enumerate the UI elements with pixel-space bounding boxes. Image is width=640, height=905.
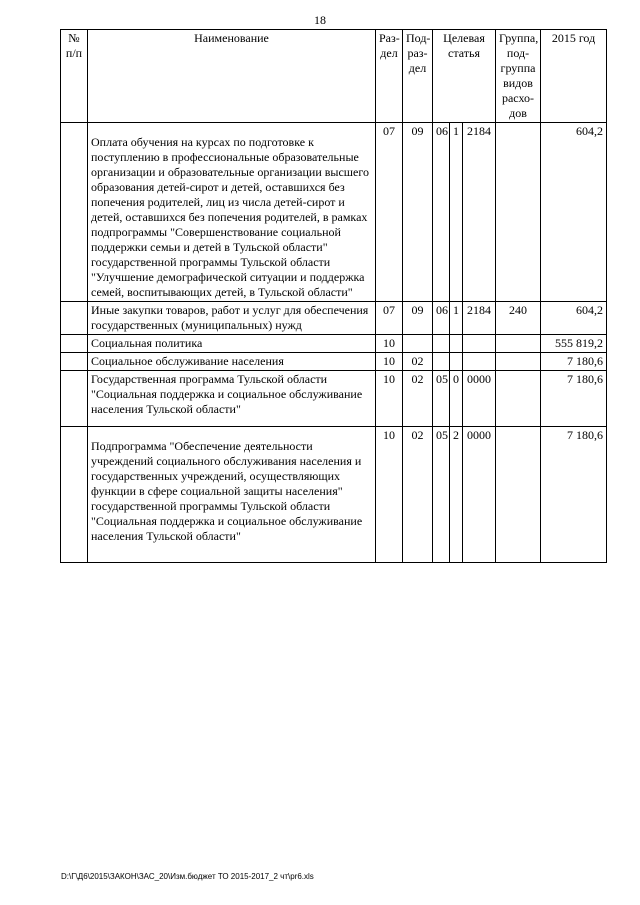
row-name: Подпрограмма "Обеспечение деятельности учреждений социального обслуживания населения и государственных учреждений, осуществляющих функции в сфере социальной защиты населения" государственной программы Тульской области "Социальная поддержка и социальное обслуживание населения Тульской области" (88, 427, 376, 563)
row-target-code (463, 335, 496, 353)
row-section: 07 (376, 302, 403, 335)
row-target-code: 0000 (463, 427, 496, 563)
page-number: 18 (314, 13, 326, 27)
row-name: Социальная политика (88, 335, 376, 353)
row-target-subprogram (450, 335, 463, 353)
row-target-subprogram (450, 353, 463, 371)
row-target-subprogram: 0 (450, 371, 463, 427)
row-amount: 7 180,6 (541, 427, 607, 563)
row-num (61, 335, 88, 353)
header-section: Раз-дел (376, 30, 403, 123)
row-target-program: 06 (433, 302, 450, 335)
row-section: 10 (376, 427, 403, 563)
row-subsection: 09 (403, 123, 433, 302)
header-group: Группа, под-группа видов расхо-дов (496, 30, 541, 123)
row-group (496, 427, 541, 563)
header-num: № п/п (61, 30, 88, 123)
row-target-subprogram: 1 (450, 302, 463, 335)
row-subsection: 02 (403, 353, 433, 371)
row-subsection: 09 (403, 302, 433, 335)
table-row (61, 371, 607, 427)
header-year: 2015 год (541, 30, 607, 123)
row-section: 10 (376, 335, 403, 353)
row-target-subprogram: 1 (450, 123, 463, 302)
row-group (496, 371, 541, 427)
header-subsection: Под-раз-дел (403, 30, 433, 123)
row-section: 10 (376, 353, 403, 371)
row-amount: 604,2 (541, 123, 607, 302)
row-target-program: 05 (433, 371, 450, 427)
row-target-subprogram: 2 (450, 427, 463, 563)
table-row (61, 335, 607, 353)
row-amount: 604,2 (541, 302, 607, 335)
row-amount: 555 819,2 (541, 335, 607, 353)
row-num (61, 353, 88, 371)
row-subsection: 02 (403, 427, 433, 563)
table-row (61, 427, 607, 563)
row-target-program: 06 (433, 123, 450, 302)
row-name: Оплата обучения на курсах по подготовке к поступлению в профессиональные образовательные организации и образовательные организации высшего образования детей-сирот и детей, оставшихся без попечения родителей, лиц из числа детей-сирот и детей, оставшихся без попечения родителей, в рамках подпрограммы "Совершенствование социальной поддержки семьи и детей в Тульской области" государственной программы Тульской области "Улучшение демографической ситуации и поддержка семей, воспитывающих детей, в Тульской области" (88, 123, 376, 302)
row-subsection (403, 335, 433, 353)
row-target-code: 0000 (463, 371, 496, 427)
row-group (496, 123, 541, 302)
row-group (496, 353, 541, 371)
row-section: 07 (376, 123, 403, 302)
table-row (61, 302, 607, 335)
row-num (61, 123, 88, 302)
row-target-program (433, 353, 450, 371)
row-num (61, 371, 88, 427)
row-group: 240 (496, 302, 541, 335)
row-name: Государственная программа Тульской области "Социальная поддержка и социальное обслуживание населения Тульской области" (88, 371, 376, 427)
row-target-code: 2184 (463, 123, 496, 302)
table-row (61, 123, 607, 302)
row-subsection: 02 (403, 371, 433, 427)
row-target-program: 05 (433, 427, 450, 563)
row-amount: 7 180,6 (541, 371, 607, 427)
row-target-program (433, 335, 450, 353)
header-target: Целевая статья (433, 30, 496, 123)
header-name: Наименование (88, 30, 376, 123)
row-name: Иные закупки товаров, работ и услуг для обеспечения государственных (муниципальных) нужд (88, 302, 376, 335)
row-amount: 7 180,6 (541, 353, 607, 371)
row-group (496, 335, 541, 353)
row-section: 10 (376, 371, 403, 427)
row-target-code: 2184 (463, 302, 496, 335)
header-row (61, 30, 607, 123)
row-target-code (463, 353, 496, 371)
row-name: Социальное обслуживание населения (88, 353, 376, 371)
table-row (61, 353, 607, 371)
budget-table (60, 29, 607, 563)
row-num (61, 302, 88, 335)
row-num (61, 427, 88, 563)
file-path-footer: D:\Г\Д6\2015\ЗАКОН\ЗАС_20\Изм.бюджет ТО 2015-2017_2 чт\pr6.xls (61, 872, 314, 881)
